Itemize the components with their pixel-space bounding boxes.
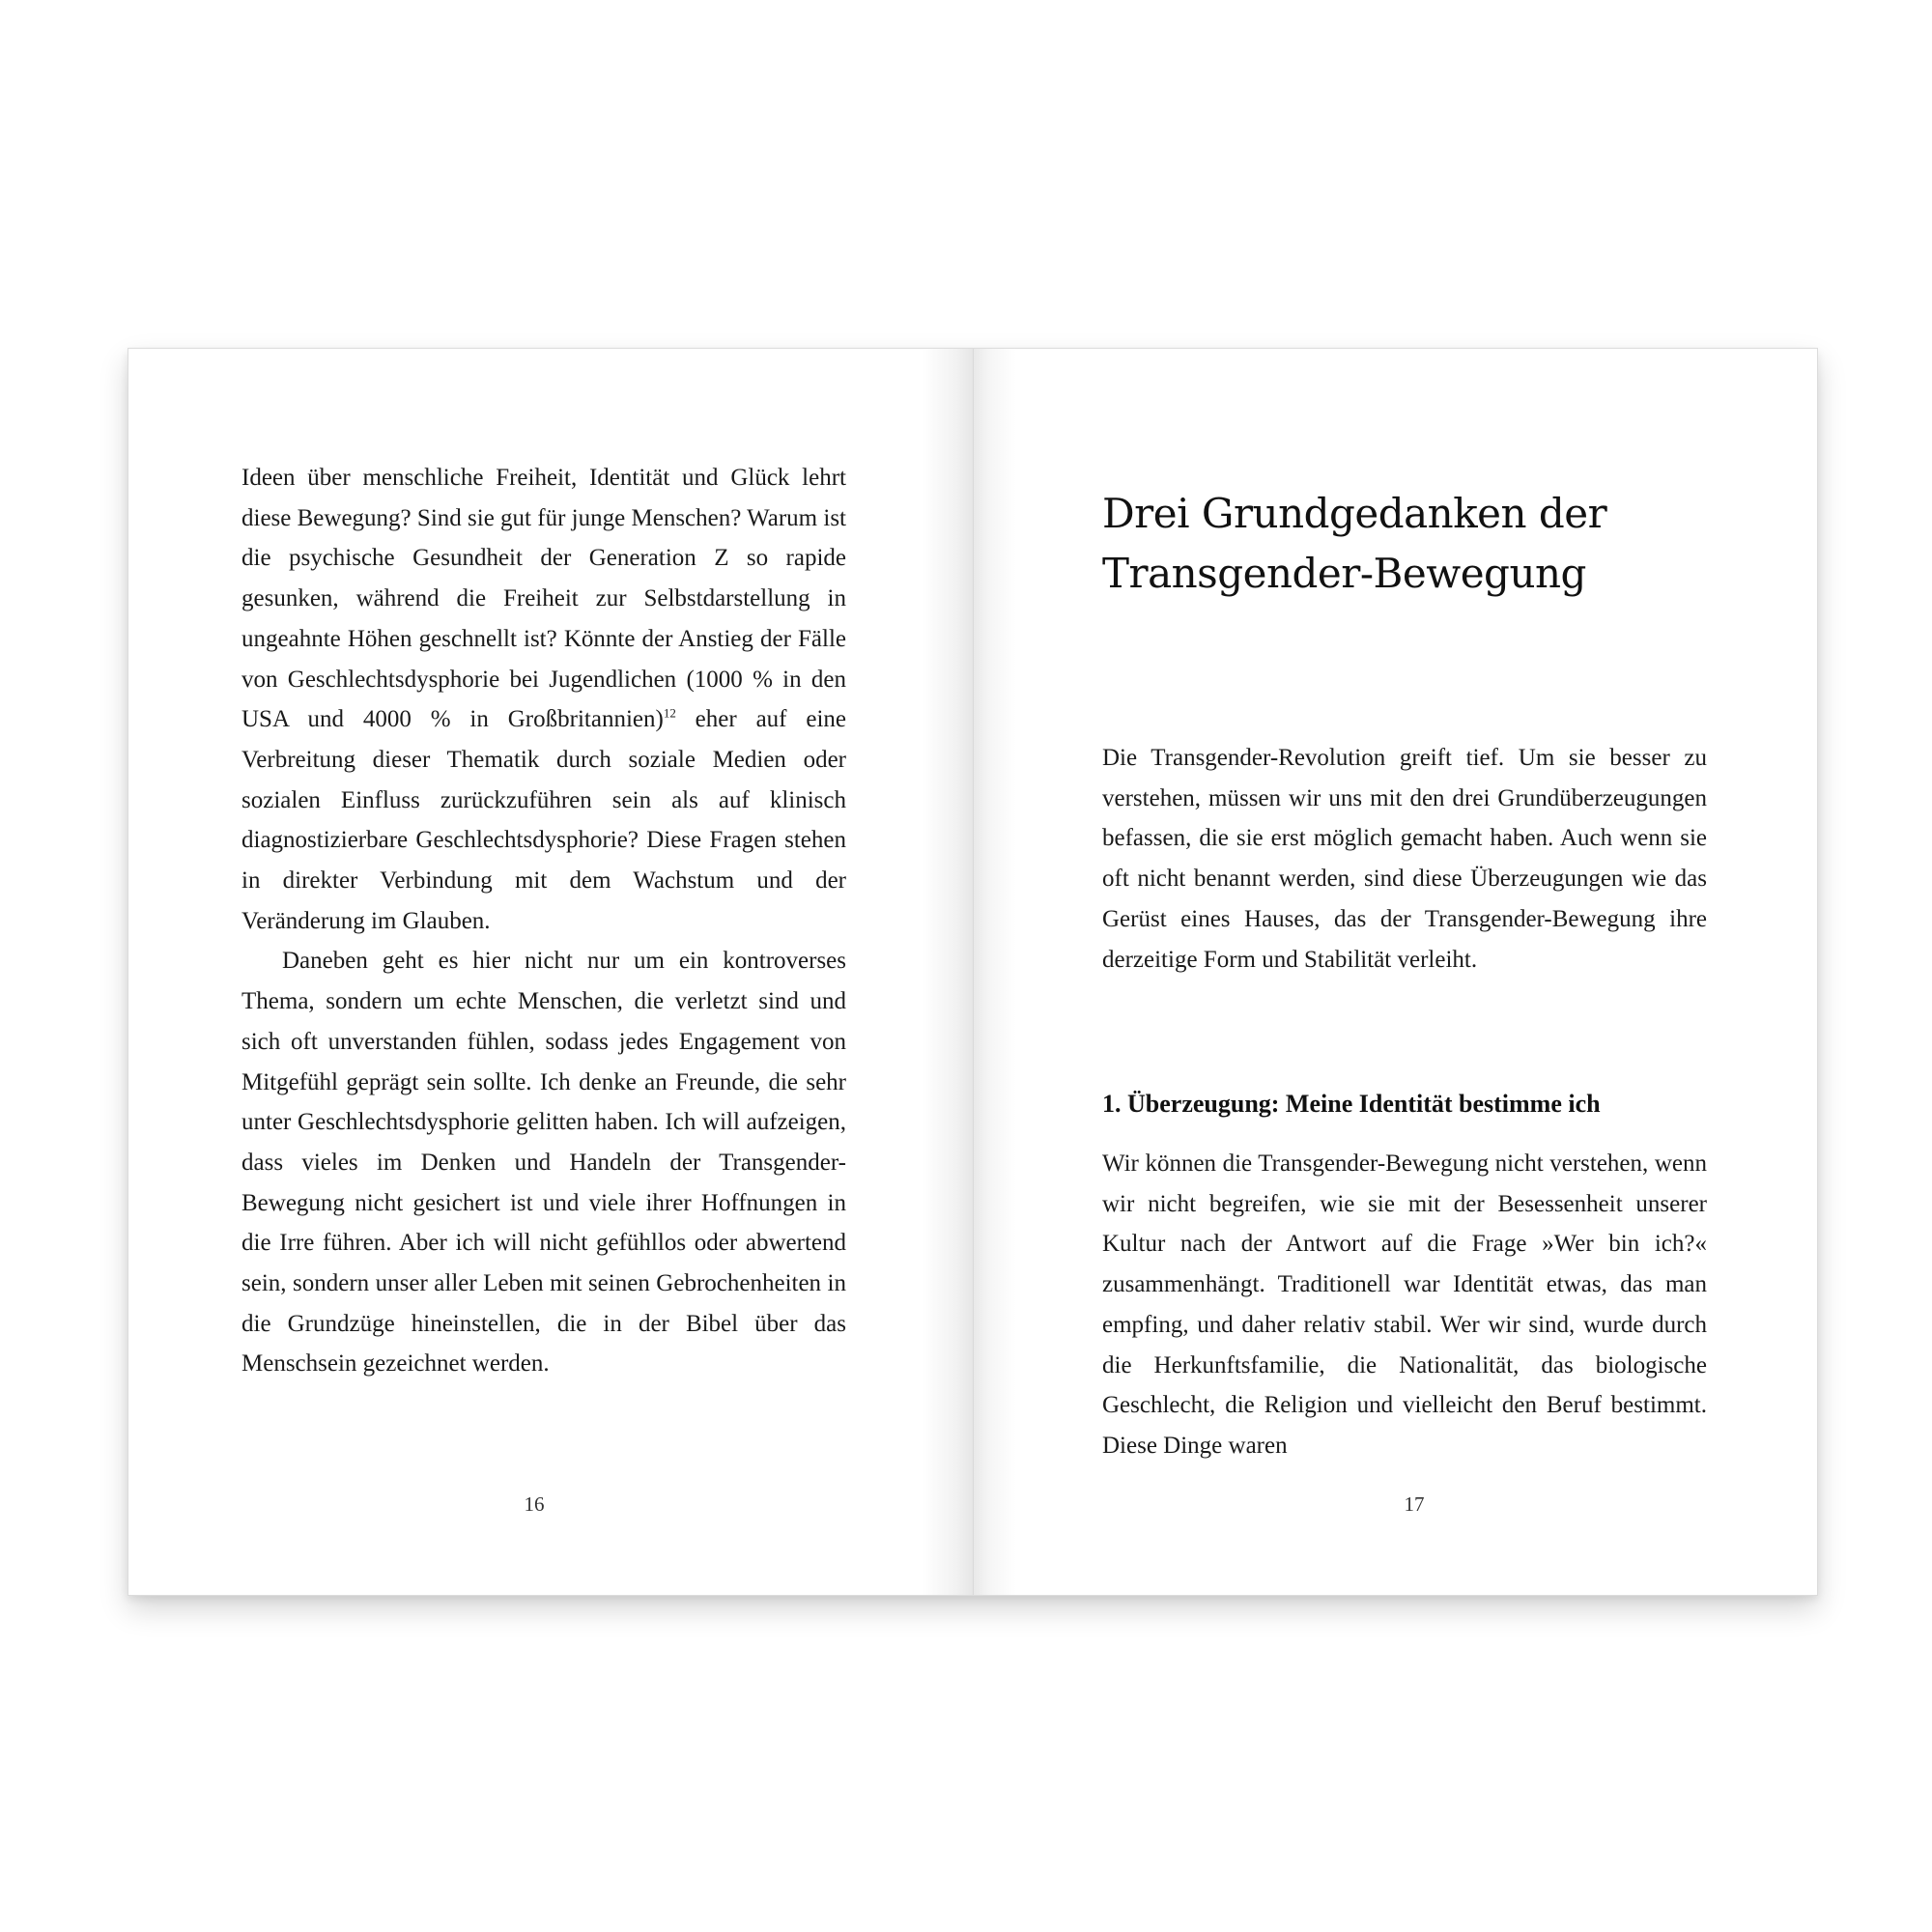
left-page-number: 16 (524, 1492, 545, 1516)
chapter-title (1102, 484, 1720, 604)
right-section-text (1102, 1144, 1707, 1466)
intro-paragraph: Die Transgender-Revolution greift tief. Um sie besser zu verstehen, müssen wir uns mit den drei Grundüberzeugungen befassen, die sie erst möglich gemacht haben. Auch wenn sie oft nicht benannt werden, sind diese Überzeugungen wie das Gerüst eines Hauses, das der Transgender-Bewegung ihre derzeitige Form und Stabilität verleiht. (1102, 745, 1707, 973)
chapter-title-line-2: Transgender-Bewegung (1102, 550, 1586, 597)
left-paragraph-2: Daneben geht es hier nicht nur um ein kontroverses Thema, sondern um echte Menschen, die verletzt sind und sich oft unverstanden fühlen, sodass jedes Engagement von Mitgefühl geprägt sein sollte. Ich denke an Freunde, die sehr unter Geschlechtsdysphorie gelitten haben. Ich will aufzeigen, dass vieles im Denken und Handeln der Transgender-Bewegung nicht gesichert ist und viele ihrer Hoffnungen in die Irre führen. Aber ich will nicht gefühllos oder abwertend sein, sondern unser aller Leben mit seinen Gebrochenheiten in die Grundzüge hineinstellen, die in der Bibel über das Menschsein gezeichnet werden. (242, 948, 846, 1378)
chapter-title-line-1: Drei Grundgedanken der (1102, 490, 1607, 537)
section-heading: 1. Überzeugung: Meine Identität bestimme ich (1102, 1090, 1601, 1118)
footnote-marker: 12 (663, 705, 676, 721)
left-paragraph-1-start: Ideen über menschliche Freiheit, Identität und Glück lehrt diese Bewegung? Sind sie gut für junge Menschen? Warum ist die psychische Gesundheit der Generation Z so rapide gesunken, während die Freiheit zur Selbstdarstellung in ungeahnte Höhen geschnellt ist? Könnte der Anstieg der Fälle von Geschlechtsdysphorie bei Jugendlichen (1000 % in den USA und 4000 % in Großbritannien) (242, 465, 846, 733)
right-intro-text (1102, 738, 1707, 980)
book-spread (128, 348, 1818, 1596)
left-page-text (242, 458, 846, 1384)
right-page (973, 349, 1817, 1595)
left-page (128, 349, 973, 1595)
right-page-number: 17 (1404, 1492, 1425, 1516)
section-paragraph: Wir können die Transgender-Bewegung nicht verstehen, wenn wir nicht begreifen, wie sie mit der Besessenheit unserer Kultur nach der Antwort auf die Frage »Wer bin ich?« zusammenhängt. Traditionell war Identität etwas, das man empfing, und daher relativ stabil. Wer wir sind, wurde durch die Herkunftsfamilie, die Nationalität, das biologische Geschlecht, die Religion und vielleicht den Beruf bestimmt. Diese Dinge waren (1102, 1151, 1707, 1459)
left-paragraph-1-end: eher auf eine Verbreitung dieser Thematik durch soziale Medien oder sozialen Einfluss zurückzuführen sein als auf klinisch diagnostizierbare Geschlechtsdysphorie? Diese Fragen stehen in direkter Verbindung mit dem Wachstum und der Veränderung im Glauben. (242, 706, 846, 934)
left-paragraph-1 (242, 458, 846, 941)
